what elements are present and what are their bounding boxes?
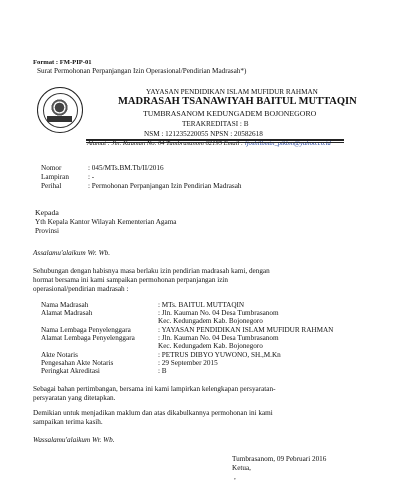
school-location: TUMBRASANOM KEDUNGADEM BOJONEGORO xyxy=(143,109,317,118)
perihal-value: : Permohonan Perpanjangan Izin Pendirian Madrasah xyxy=(88,182,242,190)
signatory-title: Ketua, xyxy=(232,464,251,472)
recipient-province: Provinsi xyxy=(35,227,59,235)
email-link[interactable]: ljoshilbmtn_ptkbm@yahoo.co.id xyxy=(244,140,331,147)
detail-value: : MTs. BAITUL MUTTAQIN xyxy=(158,301,245,309)
para3-line: Demikian untuk menjadikan maklum dan atas dikabulkannya permohonan ini kami xyxy=(33,409,273,417)
salam-close: Wassalamu'alaikum Wr. Wb. xyxy=(33,436,115,444)
para3-line: sampaikan terima kasih. xyxy=(33,418,103,426)
para2-line: Sebagai bahan pertimbangan, bersama ini kami lampirkan kelengkapan persyaratan- xyxy=(33,385,276,393)
detail-label: Pengesahan Akte Notaris xyxy=(41,359,114,367)
form-code: Format : FM-PIP-01 xyxy=(33,59,92,66)
nomor-label: Nomor xyxy=(41,164,62,172)
detail-label: Peringkat Akreditasi xyxy=(41,367,100,375)
detail-value: : B xyxy=(158,367,167,375)
detail-label: Akte Notaris xyxy=(41,351,78,359)
detail-label: Nama Lembaga Penyelenggara xyxy=(41,326,131,334)
school-ids: NSM : 121235220055 NPSN : 20582618 xyxy=(144,130,263,138)
recipient-line: Yth Kepala Kantor Wilayah Kementerian Agama xyxy=(35,218,177,226)
foundation-name: YAYASAN PENDIDIKAN ISLAM MUFIDUR RAHMAN xyxy=(146,88,318,96)
detail-value: Kec. Kedungadem Kab. Bojonegoro xyxy=(158,317,263,325)
para1-line: operasional/pendirian madrasah : xyxy=(33,285,129,293)
detail-value: : 29 September 2015 xyxy=(158,359,218,367)
detail-label: Nama Madrasah xyxy=(41,301,89,309)
perihal-label: Perihal xyxy=(41,182,62,190)
lampiran-value: : - xyxy=(88,173,95,181)
detail-value: : Jln. Kauman No. 04 Desa Tumbrasanom xyxy=(158,309,279,317)
salam-open: Assalamu'alaikum Wr. Wb. xyxy=(33,249,111,257)
lampiran-label: Lampiran xyxy=(41,173,69,181)
signature-mark: , xyxy=(234,473,236,481)
kepada: Kepada xyxy=(35,208,59,217)
form-title: Surat Permohonan Perpanjangan Izin Operasional/Pendirian Madrasah*) xyxy=(37,67,247,75)
school-name: MADRASAH TSANAWIYAH BAITUL MUTTAQIN xyxy=(118,96,357,107)
letterhead-divider-thin xyxy=(86,142,344,143)
detail-value: : PETRUS DIBYO YUWONO, SH.,M.Kn xyxy=(158,351,281,359)
place-date: Tumbrasanom, 09 Pebruari 2016 xyxy=(232,455,327,463)
para1-line: hormat bersama ini kami sampaikan permohonan perpanjangan izin xyxy=(33,276,228,284)
detail-value: Kec. Kedungadem Kab. Bojonegoro xyxy=(158,342,263,350)
nomor-value: : 045/MTs.BM.Tb/II/2016 xyxy=(88,164,164,172)
address-text: Alamat : Jln. Kauman No. 04 Tumbrasanom 62195 Email : xyxy=(87,140,245,147)
letterhead-divider xyxy=(86,139,344,141)
para1-line: Sehubungan dengan habisnya masa berlaku izin pendirian madrasah kami, dengan xyxy=(33,267,270,275)
detail-value: : Jln. Kauman No. 04 Desa Tumbrasanom xyxy=(158,334,279,342)
school-logo xyxy=(37,87,83,133)
detail-label: Alamat Lembaga Penyelenggara xyxy=(41,334,135,342)
detail-label: Alamat Madrasah xyxy=(41,309,93,317)
detail-value: : YAYASAN PENDIDIKAN ISLAM MUFIDUR RAHMAN xyxy=(158,326,334,334)
accreditation: TERAKREDITASI : B xyxy=(182,120,249,128)
para2-line: persyaratan yang ditetapkan. xyxy=(33,394,116,402)
